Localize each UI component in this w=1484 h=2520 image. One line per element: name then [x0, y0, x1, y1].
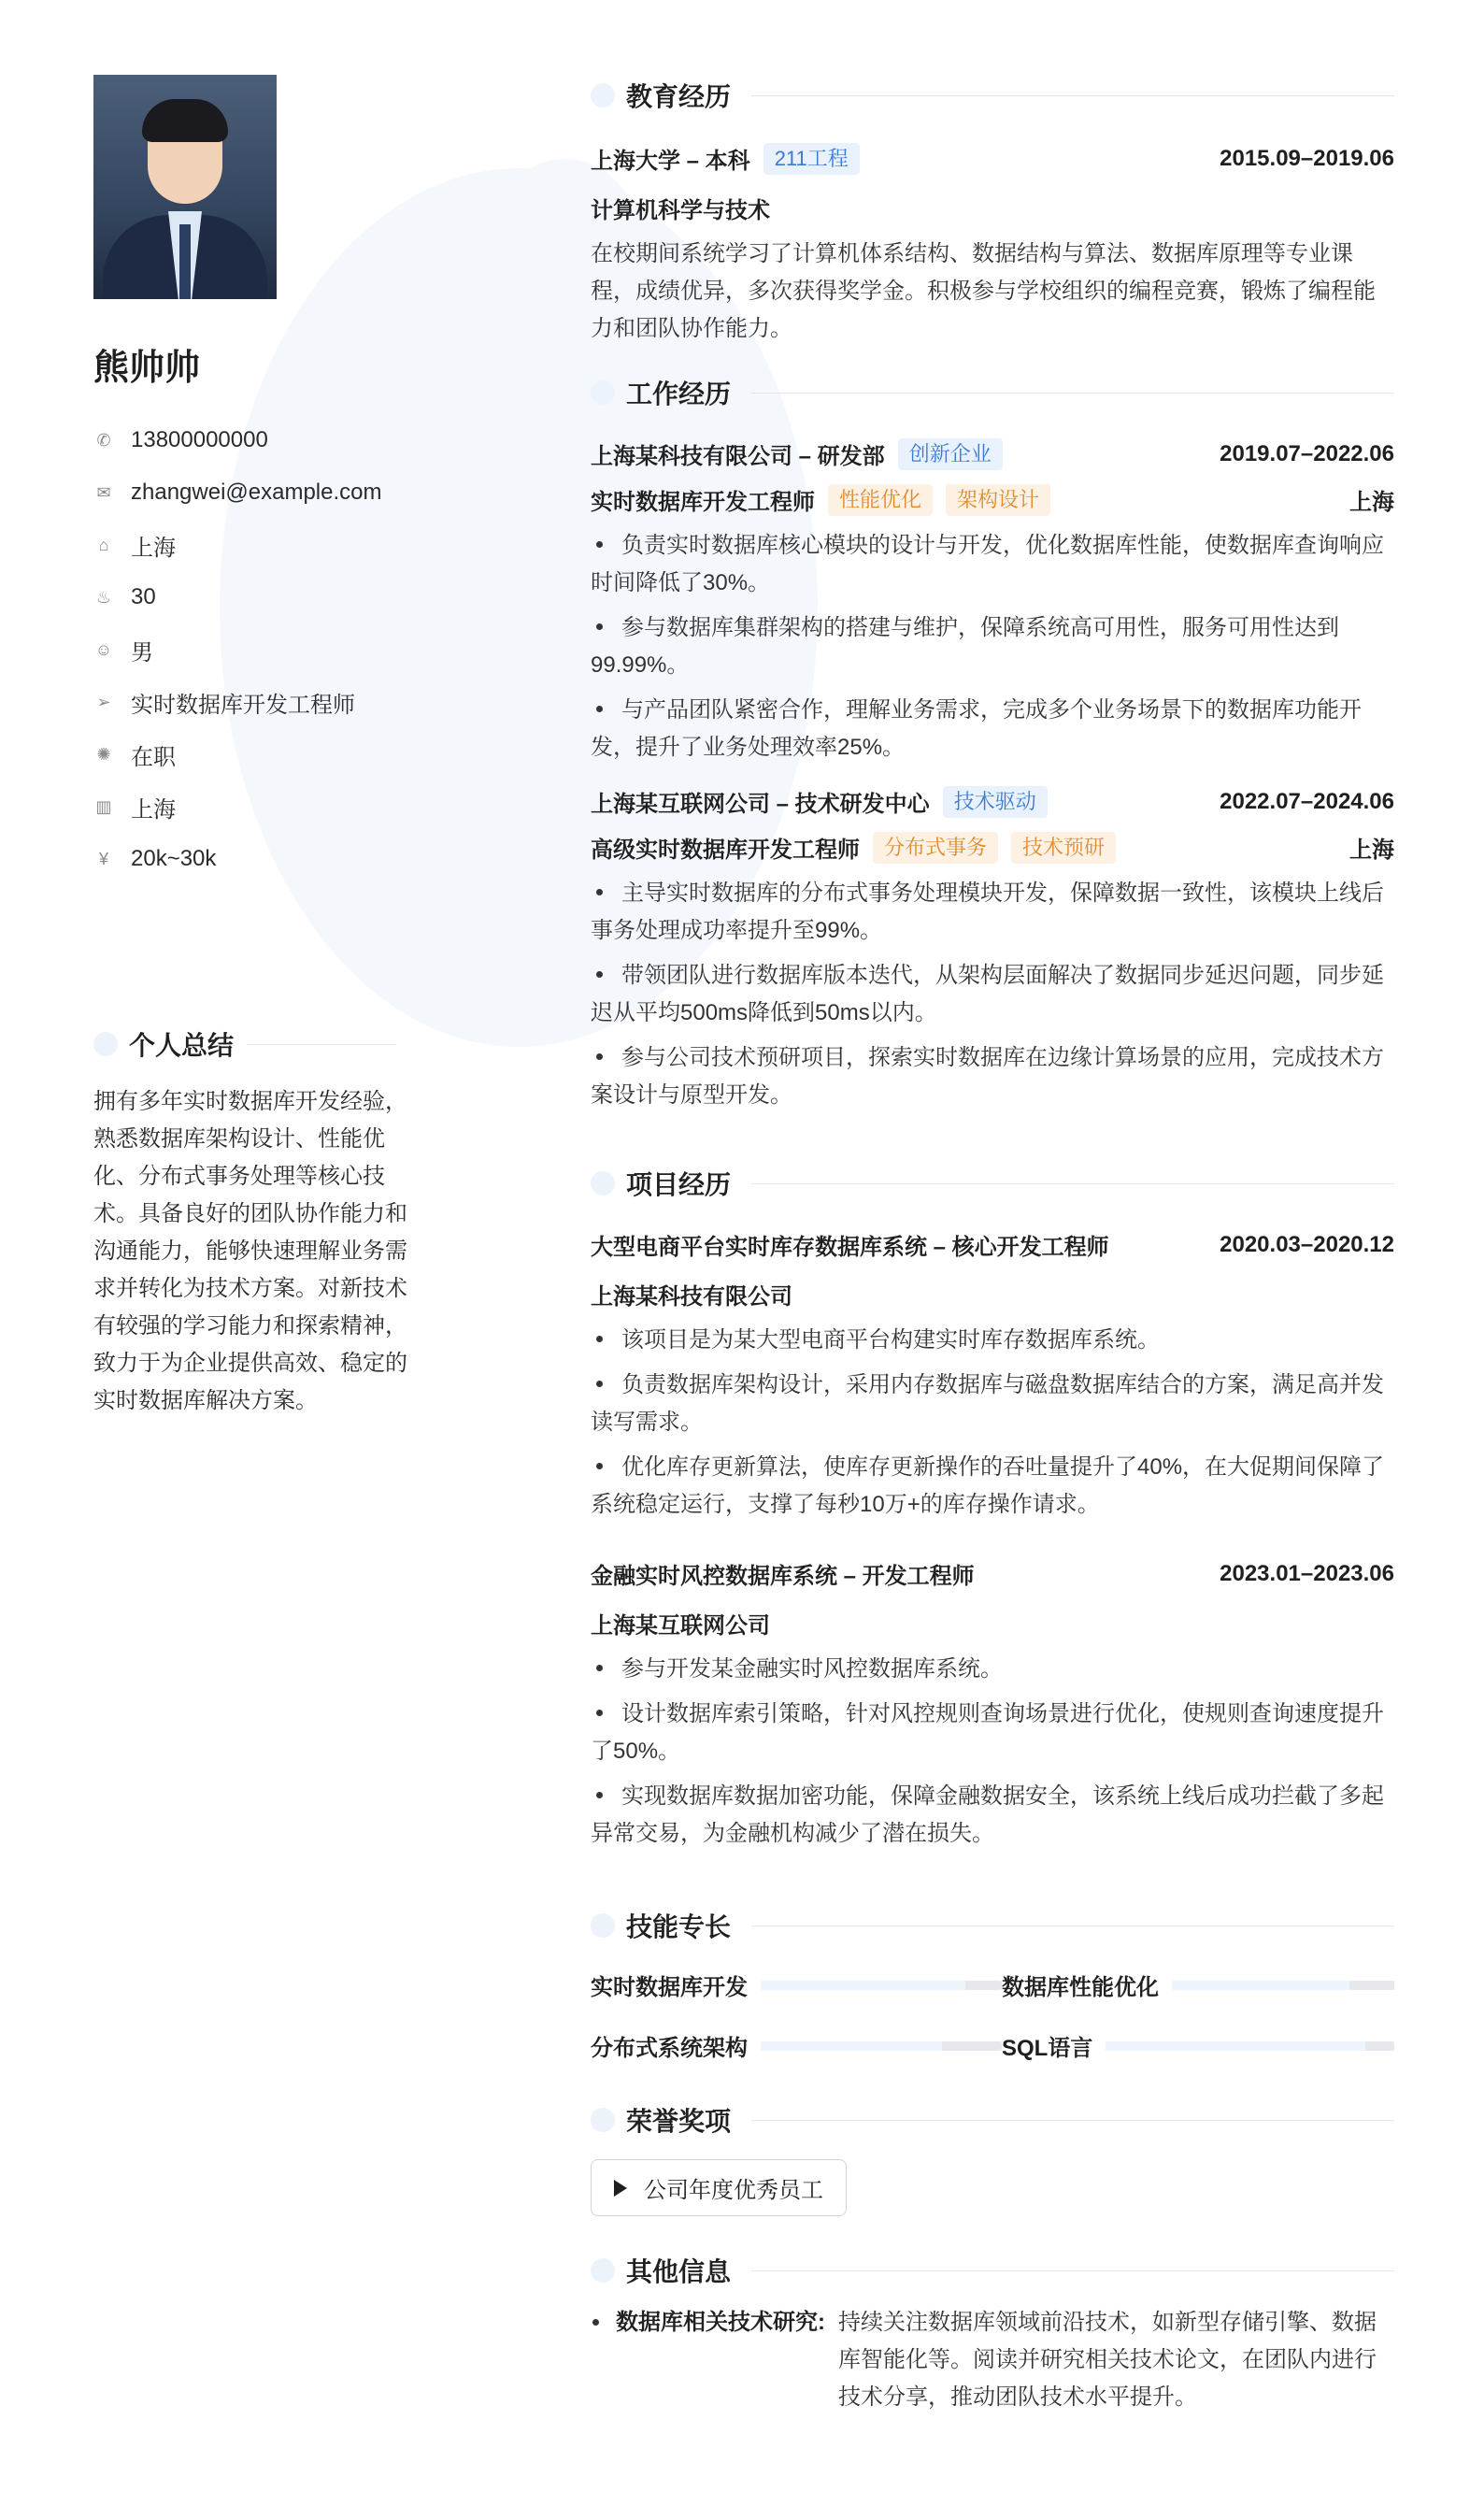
job-role: 高级实时数据库开发工程师	[591, 838, 860, 863]
info-age: ♨ 30	[93, 571, 411, 623]
awards-header: 荣誉奖项	[591, 2099, 1394, 2141]
skill-item: 实时数据库开发	[591, 1969, 1002, 2001]
info-status: ✺ 在职	[93, 728, 411, 780]
section-dot-icon	[591, 1171, 615, 1196]
project-name: 金融实时风控数据库系统 – 开发工程师	[591, 1564, 975, 1589]
work-item	[591, 785, 1394, 1114]
mail-icon: ✉	[96, 482, 111, 502]
company-name: 上海某互联网公司 – 技术研发中心	[591, 792, 930, 817]
info-position: ➢ 实时数据库开发工程师	[93, 676, 411, 728]
project-date: 2023.01–2023.06	[1220, 1560, 1394, 1586]
home-icon: ⌂	[98, 535, 109, 554]
left-column	[93, 75, 411, 1420]
award-badge[interactable]: 公司年度优秀员工	[591, 2159, 847, 2216]
work-bullet: 参与数据库集群架构的搭建与维护，保障系统高可用性，服务可用性达到99.99%。	[591, 615, 1339, 678]
right-column	[591, 75, 1394, 2416]
section-dot-icon	[591, 2108, 615, 2132]
project-item	[591, 1228, 1394, 1524]
work-bullet: 与产品团队紧密合作，理解业务需求，完成多个业务场景下的数据库功能开发，提升了业务处理效率25%。	[591, 697, 1362, 760]
info-location: ⌂ 上海	[93, 519, 411, 571]
work-bullet: 带领团队进行数据库版本迭代，从架构层面解决了数据同步延迟问题，同步延迟从平均500ms降低到50ms以内。	[591, 963, 1384, 1025]
info-city: ▥ 上海	[93, 780, 411, 833]
project-bullet: 实现数据库数据加密功能，保障金融数据安全，该系统上线后成功拦截了多起异常交易，为金融机构减少了潜在损失。	[591, 1783, 1384, 1846]
major: 计算机科学与技术	[591, 198, 770, 223]
education-date: 2015.09–2019.06	[1220, 145, 1394, 171]
skill-tag: 架构设计	[946, 484, 1050, 516]
section-dot-icon	[591, 83, 615, 107]
candidate-name: 熊帅帅	[93, 349, 201, 388]
project-date: 2020.03–2020.12	[1220, 1231, 1394, 1257]
project-bullet: 负责数据库架构设计，采用内存数据库与磁盘数据库结合的方案，满足高并发读写需求。	[591, 1372, 1384, 1435]
project-bullet: 参与开发某金融实时风控数据库系统。	[591, 1651, 1394, 1688]
work-bullet: 主导实时数据库的分布式事务处理模块开发，保障数据一致性，该模块上线后事务处理成功率提升至99%。	[591, 881, 1384, 943]
job-role: 实时数据库开发工程师	[591, 490, 815, 515]
education-row	[591, 142, 1394, 175]
skills-header: 技能专长	[591, 1905, 1394, 1946]
info-gender: ☺ 男	[94, 639, 153, 666]
company-name: 上海某科技有限公司 – 研发部	[591, 444, 885, 469]
work-date: 2019.07–2022.06	[1220, 440, 1394, 466]
section-dot-icon	[591, 2258, 615, 2283]
skill-bar	[761, 2041, 1002, 2051]
education-desc: 在校期间系统学习了计算机体系结构、数据结构与算法、数据库原理等专业课程，成绩优异，多次获得奖学金。积极参与学校组织的编程竞赛，锻炼了编程能力和团队协作能力。	[591, 241, 1376, 341]
section-dot-icon	[93, 1032, 118, 1056]
yen-icon: ¥	[98, 849, 108, 868]
skill-tag: 技术预研	[1011, 832, 1116, 864]
work-bullet: 参与公司技术预研项目，探索实时数据库在边缘计算场景的应用，完成技术方案设计与原型开发。	[591, 1045, 1384, 1108]
summary-header: 个人总结	[93, 1024, 411, 1065]
face-icon: ☺	[94, 639, 113, 659]
school-name: 上海大学 – 本科	[591, 149, 750, 174]
project-bullet: 设计数据库索引策略，针对风控规则查询场景进行优化，使规则查询速度提升了50%。	[591, 1701, 1384, 1764]
skill-tag: 性能优化	[828, 484, 933, 516]
project-bullet: 该项目是为某大型电商平台构建实时库存数据库系统。	[591, 1322, 1394, 1359]
building-icon: ▥	[95, 796, 112, 816]
skills-grid	[591, 1969, 1394, 2062]
skill-item: SQL语言	[1002, 2029, 1394, 2062]
work-city: 上海	[1349, 838, 1394, 863]
other-header: 其他信息	[591, 2250, 1394, 2291]
cake-icon: ♨	[95, 587, 112, 607]
projects-header: 项目经历	[591, 1163, 1394, 1204]
section-dot-icon	[591, 1913, 615, 1938]
avatar	[93, 75, 277, 299]
skill-item: 分布式系统架构	[591, 2029, 1002, 2062]
play-icon	[614, 2180, 627, 2197]
other-text: 持续关注数据库领域前沿技术，如新型存储引擎、数据库智能化等。阅读并研究相关技术论文，在团队内进行技术分享，推动团队技术水平提升。	[838, 2310, 1377, 2410]
work-header: 工作经历	[591, 372, 1394, 413]
work-date: 2022.07–2024.06	[1220, 788, 1394, 814]
status-icon: ✺	[96, 744, 111, 764]
send-icon: ➢	[96, 692, 111, 711]
company-tag: 技术驱动	[943, 786, 1048, 818]
skill-tag: 分布式事务	[873, 832, 998, 864]
project-company: 上海某互联网公司	[591, 1613, 770, 1639]
info-salary: ¥ 20k~30k	[93, 833, 411, 885]
info-email: ✉ zhangwei@example.com	[93, 466, 411, 519]
work-item	[591, 437, 1394, 766]
project-item	[591, 1557, 1394, 1853]
project-bullet: 优化库存更新算法，使库存更新操作的吞吐量提升了40%，在大促期间保障了系统稳定运行，支撑了每秒10万+的库存操作请求。	[591, 1454, 1385, 1517]
skill-bar	[761, 1981, 1002, 1990]
other-item: 数据库相关技术研究: 持续关注数据库领域前沿技术，如新型存储引擎、数据库智能化等。阅读并研究相关技术论文，在团队内进行技术分享，推动团队技术水平提升。	[591, 2304, 1394, 2416]
company-tag: 创新企业	[898, 438, 1003, 470]
summary-text: 拥有多年实时数据库开发经验，熟悉数据库架构设计、性能优化、分布式事务处理等核心技术。具备良好的团队协作能力和沟通能力，能够快速理解业务需求并转化为技术方案。对新技术有较强的学习能力和探索精神，致力于为企业提供高效、稳定的实时数据库解决方案。	[93, 1089, 407, 1413]
work-city: 上海	[1349, 490, 1394, 515]
project-company: 上海某科技有限公司	[591, 1284, 792, 1310]
school-tag: 211工程	[763, 143, 860, 175]
skill-bar	[1172, 1981, 1394, 1990]
education-header: 教育经历	[591, 75, 1394, 116]
info-phone: ✆ 13800000000	[93, 414, 411, 466]
skill-item: 数据库性能优化	[1002, 1969, 1394, 2001]
project-name: 大型电商平台实时库存数据库系统 – 核心开发工程师	[591, 1235, 1109, 1260]
skill-bar	[1106, 2041, 1394, 2051]
phone-icon: ✆	[96, 430, 111, 450]
work-bullet: 负责实时数据库核心模块的设计与开发，优化数据库性能，使数据库查询响应时间降低了30%。	[591, 533, 1384, 595]
section-dot-icon	[591, 380, 615, 405]
